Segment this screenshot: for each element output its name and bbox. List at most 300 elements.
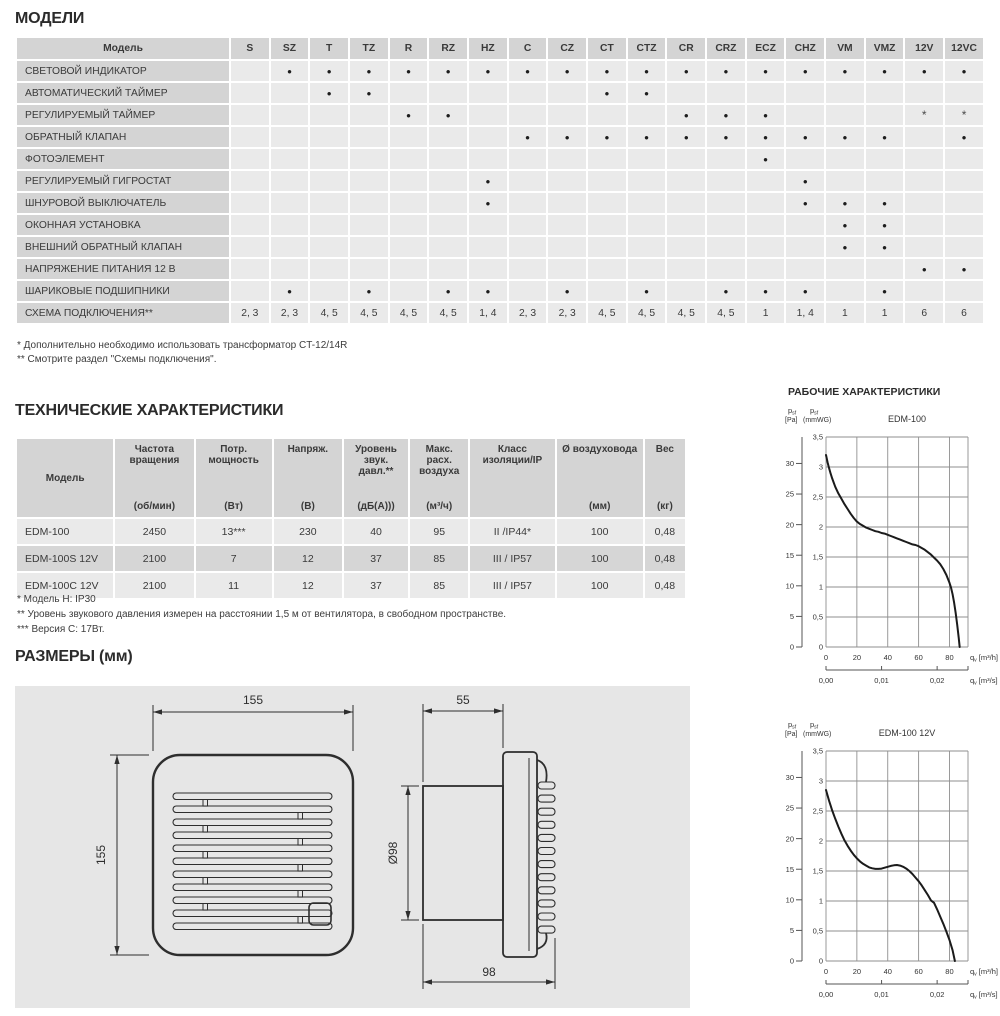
- tech-column-header: Потр. мощность (Вт): [196, 439, 272, 517]
- svg-text:20: 20: [852, 967, 862, 976]
- tech-value-cell: 37: [344, 546, 408, 571]
- tech-value-cell: 7: [196, 546, 272, 571]
- feature-cell: [231, 127, 269, 147]
- tech-value-cell: 95: [410, 519, 468, 544]
- svg-text:40: 40: [883, 967, 892, 976]
- feature-dot-cell: •: [747, 105, 785, 125]
- feature-cell: [310, 149, 348, 169]
- feature-cell: *: [905, 105, 943, 125]
- feature-cell: [786, 83, 824, 103]
- chart-svg: [782, 716, 1000, 1016]
- feature-cell: [905, 127, 943, 147]
- feature-dot-cell: •: [429, 105, 467, 125]
- tech-value-cell: 2450: [115, 519, 193, 544]
- tech-column-header: Макс. расх. воздуха (м³/ч): [410, 439, 468, 517]
- feature-cell: [231, 237, 269, 257]
- feature-cell: [350, 105, 388, 125]
- tech-table: [15, 437, 687, 600]
- feature-row: [17, 215, 983, 235]
- feature-cell: 1: [866, 303, 904, 323]
- feature-dot-cell: •: [786, 61, 824, 81]
- feature-cell: [310, 171, 348, 191]
- feature-cell: [231, 193, 269, 213]
- front-grille: [173, 793, 332, 930]
- svg-text:psf: $p_{sf}$: [788, 720, 797, 731]
- dimensions-panel: [15, 686, 690, 1008]
- feature-row: [17, 127, 983, 147]
- feature-cell: [588, 281, 626, 301]
- svg-text:(mmWG): (mmWG): [803, 417, 832, 424]
- svg-text:10: 10: [785, 895, 794, 905]
- feature-cell: [866, 259, 904, 279]
- feature-cell: [945, 215, 983, 235]
- svg-text:(mmWG): (mmWG): [803, 731, 832, 738]
- feature-cell: [469, 149, 507, 169]
- feature-dot-cell: •: [588, 83, 626, 103]
- svg-text:0: 0: [818, 956, 823, 966]
- feature-row-label: НАПРЯЖЕНИЕ ПИТАНИЯ 12 В: [17, 259, 229, 279]
- feature-cell: 2, 3: [548, 303, 586, 323]
- feature-cell: 2, 3: [271, 303, 309, 323]
- feature-dot-cell: •: [390, 61, 428, 81]
- feature-dot-cell: •: [469, 61, 507, 81]
- svg-text:0: 0: [818, 642, 823, 652]
- feature-cell: [786, 215, 824, 235]
- tech-heading: ТЕХНИЧЕСКИЕ ХАРАКТЕРИСТИКИ: [15, 402, 284, 419]
- svg-text:10: 10: [785, 581, 794, 591]
- svg-text:3,5: 3,5: [812, 746, 823, 756]
- svg-text:80: 80: [945, 967, 954, 976]
- svg-text:25: 25: [785, 803, 794, 813]
- tech-value-cell: 2100: [115, 573, 193, 598]
- feature-cell: [826, 171, 864, 191]
- feature-cell: 4, 5: [429, 303, 467, 323]
- svg-text:qv [m³/h]: $q_v$ [m³/h]: [970, 967, 998, 978]
- feature-dot-cell: •: [826, 215, 864, 235]
- models-footnote-2: ** Смотрите раздел "Схемы подключения".: [17, 354, 217, 365]
- tech-column-header: Уровень звук. давл.** (дБ(А))): [344, 439, 408, 517]
- indicator-button: [309, 903, 331, 925]
- feature-cell: 1, 4: [786, 303, 824, 323]
- feature-dot-cell: •: [350, 281, 388, 301]
- feature-cell: [271, 259, 309, 279]
- models-table: [15, 36, 985, 325]
- feature-cell: 4, 5: [310, 303, 348, 323]
- side-diameter-label: Ø98: [386, 841, 400, 865]
- feature-cell: [945, 171, 983, 191]
- feature-dot-cell: •: [469, 193, 507, 213]
- models-footnote-1: * Дополнительно необходимо использовать трансформатор CT-12/14R: [17, 340, 348, 351]
- feature-cell: [707, 237, 745, 257]
- feature-cell: [786, 237, 824, 257]
- feature-row: [17, 237, 983, 257]
- feature-cell: [905, 237, 943, 257]
- feature-cell: [747, 259, 785, 279]
- svg-text:psf: $p_{sf}$: [810, 720, 819, 731]
- feature-dot-cell: •: [826, 61, 864, 81]
- feature-dot-cell: •: [866, 215, 904, 235]
- feature-row-label: ШНУРОВОЙ ВЫКЛЮЧАТЕЛЬ: [17, 193, 229, 213]
- feature-dot-cell: •: [747, 281, 785, 301]
- svg-text:2: 2: [818, 522, 823, 532]
- feature-cell: [310, 193, 348, 213]
- feature-dot-cell: •: [707, 127, 745, 147]
- feature-cell: [667, 149, 705, 169]
- svg-text:psf: $p_{sf}$: [810, 406, 819, 417]
- feature-cell: [866, 105, 904, 125]
- tech-value-cell: 0,48: [645, 573, 685, 598]
- feature-cell: [271, 127, 309, 147]
- svg-text:0,00: 0,00: [818, 676, 834, 685]
- side-depth-label: 55: [456, 693, 470, 707]
- performance-chart-edm100-12v: [782, 716, 1000, 1016]
- feature-cell: [271, 83, 309, 103]
- feature-row-label: ФОТОЭЛЕМЕНТ: [17, 149, 229, 169]
- feature-cell: [628, 237, 666, 257]
- feature-dot-cell: •: [786, 193, 824, 213]
- feature-cell: [707, 83, 745, 103]
- model-column-header: T: [310, 38, 348, 59]
- svg-text:0: 0: [789, 956, 794, 966]
- feature-cell: [271, 149, 309, 169]
- feature-dot-cell: •: [826, 193, 864, 213]
- feature-cell: 4, 5: [390, 303, 428, 323]
- tech-value-cell: 13***: [196, 519, 272, 544]
- model-column-header: 12VC: [945, 38, 983, 59]
- feature-row: [17, 105, 983, 125]
- model-column-header: CZ: [548, 38, 586, 59]
- models-heading: МОДЕЛИ: [15, 10, 85, 27]
- tech-column-header: Модель: [17, 439, 113, 517]
- feature-dot-cell: •: [390, 105, 428, 125]
- feature-dot-cell: •: [945, 127, 983, 147]
- feature-cell: 4, 5: [588, 303, 626, 323]
- feature-dot-cell: •: [588, 127, 626, 147]
- model-column-header: CT: [588, 38, 626, 59]
- feature-cell: [271, 193, 309, 213]
- feature-cell: [429, 237, 467, 257]
- feature-cell: [509, 171, 547, 191]
- feature-cell: [390, 127, 428, 147]
- tech-value-cell: 100: [557, 546, 643, 571]
- svg-text:2,5: 2,5: [812, 492, 823, 502]
- feature-row-label: ОБРАТНЫЙ КЛАПАН: [17, 127, 229, 147]
- tech-value-cell: 100: [557, 519, 643, 544]
- feature-cell: [628, 149, 666, 169]
- feature-dot-cell: •: [866, 237, 904, 257]
- feature-cell: [310, 259, 348, 279]
- feature-cell: [548, 215, 586, 235]
- feature-row-label: СВЕТОВОЙ ИНДИКАТОР: [17, 61, 229, 81]
- feature-cell: [707, 215, 745, 235]
- feature-cell: [628, 193, 666, 213]
- svg-text:[Pa]: [Pa]: [785, 417, 798, 424]
- tech-row: [17, 519, 685, 544]
- feature-cell: [905, 193, 943, 213]
- feature-cell: [509, 215, 547, 235]
- feature-cell: [826, 83, 864, 103]
- feature-cell: [945, 83, 983, 103]
- charts-heading: РАБОЧИЕ ХАРАКТЕРИСТИКИ: [788, 386, 941, 398]
- feature-cell: [429, 259, 467, 279]
- feature-cell: [588, 193, 626, 213]
- svg-text:0,01: 0,01: [874, 676, 889, 685]
- feature-cell: [469, 105, 507, 125]
- front-view-drawing: [85, 690, 415, 1000]
- svg-text:0,00: 0,00: [818, 990, 834, 999]
- feature-cell: 4, 5: [628, 303, 666, 323]
- feature-dot-cell: •: [429, 61, 467, 81]
- feature-cell: [390, 193, 428, 213]
- tech-column-header: Класс изоляции/IP: [470, 439, 554, 517]
- feature-dot-cell: •: [866, 127, 904, 147]
- feature-cell: [390, 149, 428, 169]
- feature-cell: [588, 259, 626, 279]
- feature-cell: [826, 149, 864, 169]
- feature-cell: [628, 105, 666, 125]
- feature-row: [17, 61, 983, 81]
- tech-value-cell: 12: [274, 546, 342, 571]
- feature-dot-cell: •: [747, 127, 785, 147]
- feature-cell: [310, 237, 348, 257]
- feature-dot-cell: •: [469, 171, 507, 191]
- tech-value-cell: 40: [344, 519, 408, 544]
- side-total-depth-label: 98: [482, 965, 496, 979]
- svg-text:20: 20: [785, 520, 794, 530]
- feature-cell: [667, 171, 705, 191]
- feature-cell: [548, 105, 586, 125]
- feature-cell: [429, 215, 467, 235]
- feature-cell: [667, 259, 705, 279]
- svg-text:0: 0: [789, 642, 794, 652]
- feature-cell: [231, 61, 269, 81]
- performance-chart-edm100: [782, 402, 1000, 702]
- tech-model-cell: EDM-100: [17, 519, 113, 544]
- tech-value-cell: II /IP44*: [470, 519, 554, 544]
- feature-cell: [786, 149, 824, 169]
- feature-cell: [588, 105, 626, 125]
- feature-cell: [271, 105, 309, 125]
- feature-dot-cell: •: [271, 281, 309, 301]
- feature-cell: [509, 105, 547, 125]
- feature-cell: [707, 171, 745, 191]
- tech-value-cell: 11: [196, 573, 272, 598]
- svg-text:1,5: 1,5: [812, 552, 823, 562]
- feature-row: [17, 83, 983, 103]
- feature-cell: 4, 5: [350, 303, 388, 323]
- feature-dot-cell: •: [628, 83, 666, 103]
- model-column-header: RZ: [429, 38, 467, 59]
- feature-cell: [667, 193, 705, 213]
- svg-text:2: 2: [818, 836, 823, 846]
- feature-cell: [231, 105, 269, 125]
- tech-value-cell: 85: [410, 546, 468, 571]
- svg-text:0: 0: [823, 967, 829, 976]
- feature-cell: [628, 259, 666, 279]
- feature-row-label: РЕГУЛИРУЕМЫЙ ГИГРОСТАТ: [17, 171, 229, 191]
- feature-cell: [350, 127, 388, 147]
- feature-cell: [747, 215, 785, 235]
- svg-text:3: 3: [818, 776, 823, 786]
- feature-cell: [707, 259, 745, 279]
- dimensions-heading: РАЗМЕРЫ (мм): [15, 648, 133, 665]
- svg-text:3,5: 3,5: [812, 432, 823, 442]
- model-column-header: CRZ: [707, 38, 745, 59]
- svg-text:20: 20: [852, 653, 862, 662]
- feature-cell: 1: [826, 303, 864, 323]
- feature-cell: [667, 83, 705, 103]
- feature-cell: [588, 171, 626, 191]
- feature-cell: 6: [905, 303, 943, 323]
- tech-value-cell: III / IP57: [470, 546, 554, 571]
- feature-dot-cell: •: [866, 61, 904, 81]
- feature-dot-cell: •: [350, 83, 388, 103]
- feature-cell: [945, 149, 983, 169]
- model-column-header: S: [231, 38, 269, 59]
- tech-value-cell: 0,48: [645, 519, 685, 544]
- feature-row-label: ВНЕШНИЙ ОБРАТНЫЙ КЛАПАН: [17, 237, 229, 257]
- model-column-header: 12V: [905, 38, 943, 59]
- tech-value-cell: 37: [344, 573, 408, 598]
- feature-cell: [469, 259, 507, 279]
- model-column-header: TZ: [350, 38, 388, 59]
- feature-cell: [707, 193, 745, 213]
- feature-cell: [826, 105, 864, 125]
- feature-row: [17, 259, 983, 279]
- feature-cell: [271, 215, 309, 235]
- feature-cell: [509, 259, 547, 279]
- feature-cell: [747, 237, 785, 257]
- tech-value-cell: III / IP57: [470, 573, 554, 598]
- feature-cell: [469, 127, 507, 147]
- svg-text:EDM-100 12V: EDM-100 12V: [878, 728, 936, 738]
- feature-cell: [231, 281, 269, 301]
- svg-text:0,01: 0,01: [874, 990, 889, 999]
- feature-dot-cell: •: [905, 259, 943, 279]
- feature-cell: [548, 171, 586, 191]
- feature-dot-cell: •: [945, 259, 983, 279]
- feature-cell: [429, 127, 467, 147]
- feature-dot-cell: •: [866, 193, 904, 213]
- feature-cell: [667, 237, 705, 257]
- feature-cell: [548, 149, 586, 169]
- feature-cell: 4, 5: [707, 303, 745, 323]
- svg-text:30: 30: [785, 773, 794, 783]
- tech-model-cell: EDM-100S 12V: [17, 546, 113, 571]
- feature-cell: [310, 281, 348, 301]
- tech-row: [17, 573, 685, 598]
- feature-cell: *: [945, 105, 983, 125]
- svg-text:qv [m³/h]: $q_v$ [m³/h]: [970, 653, 998, 664]
- feature-cell: [747, 193, 785, 213]
- tech-value-cell: 12: [274, 573, 342, 598]
- svg-text:qv [m³/s]: $q_v$ [m³/s]: [970, 676, 998, 687]
- svg-text:2,5: 2,5: [812, 806, 823, 816]
- feature-cell: [509, 237, 547, 257]
- feature-cell: [271, 171, 309, 191]
- feature-row: [17, 281, 983, 301]
- feature-dot-cell: •: [667, 105, 705, 125]
- chart-svg: [782, 402, 1000, 702]
- feature-dot-cell: •: [429, 281, 467, 301]
- svg-text:40: 40: [883, 653, 892, 662]
- feature-dot-cell: •: [826, 237, 864, 257]
- feature-cell: [350, 237, 388, 257]
- tech-value-cell: 85: [410, 573, 468, 598]
- feature-cell: [588, 237, 626, 257]
- feature-cell: [509, 193, 547, 213]
- feature-cell: 1, 4: [469, 303, 507, 323]
- feature-row-label: ОКОННАЯ УСТАНОВКА: [17, 215, 229, 235]
- feature-dot-cell: •: [548, 281, 586, 301]
- feature-cell: [429, 193, 467, 213]
- feature-dot-cell: •: [548, 61, 586, 81]
- feature-cell: [548, 193, 586, 213]
- feature-cell: [509, 281, 547, 301]
- feature-cell: [350, 193, 388, 213]
- feature-cell: [548, 259, 586, 279]
- feature-dot-cell: •: [667, 61, 705, 81]
- feature-cell: [667, 215, 705, 235]
- feature-cell: [429, 171, 467, 191]
- feature-cell: [905, 83, 943, 103]
- feature-cell: 1: [747, 303, 785, 323]
- svg-text:EDM-100: EDM-100: [887, 414, 927, 424]
- model-column-header: VM: [826, 38, 864, 59]
- feature-dot-cell: •: [628, 127, 666, 147]
- feature-cell: [707, 149, 745, 169]
- feature-cell: 4, 5: [667, 303, 705, 323]
- feature-cell: [350, 259, 388, 279]
- model-column-header: ECZ: [747, 38, 785, 59]
- feature-cell: [667, 281, 705, 301]
- feature-cell: [350, 215, 388, 235]
- feature-row-label: РЕГУЛИРУЕМЫЙ ТАЙМЕР: [17, 105, 229, 125]
- feature-dot-cell: •: [310, 61, 348, 81]
- svg-text:80: 80: [945, 653, 954, 662]
- svg-text:0,5: 0,5: [812, 926, 823, 936]
- feature-cell: [390, 237, 428, 257]
- feature-cell: [628, 215, 666, 235]
- feature-dot-cell: •: [905, 61, 943, 81]
- feature-cell: [429, 149, 467, 169]
- feature-cell: [231, 149, 269, 169]
- feature-cell: [271, 237, 309, 257]
- feature-cell: [310, 127, 348, 147]
- front-height-label: 155: [94, 844, 108, 866]
- feature-cell: [866, 171, 904, 191]
- feature-cell: [390, 171, 428, 191]
- feature-cell: [469, 215, 507, 235]
- feature-dot-cell: •: [350, 61, 388, 81]
- model-column-header: CHZ: [786, 38, 824, 59]
- feature-cell: [905, 171, 943, 191]
- feature-cell: [826, 281, 864, 301]
- feature-cell: [231, 83, 269, 103]
- tech-column-header: Напряж. (В): [274, 439, 342, 517]
- feature-cell: [866, 149, 904, 169]
- svg-text:1: 1: [818, 582, 823, 592]
- tech-value-cell: 100: [557, 573, 643, 598]
- model-column-header: HZ: [469, 38, 507, 59]
- feature-dot-cell: •: [667, 127, 705, 147]
- feature-cell: [945, 193, 983, 213]
- tech-footnote-3: *** Версия С: 17Вт.: [17, 624, 105, 635]
- feature-cell: [747, 171, 785, 191]
- feature-cell: [905, 149, 943, 169]
- feature-dot-cell: •: [826, 127, 864, 147]
- feature-cell: [231, 259, 269, 279]
